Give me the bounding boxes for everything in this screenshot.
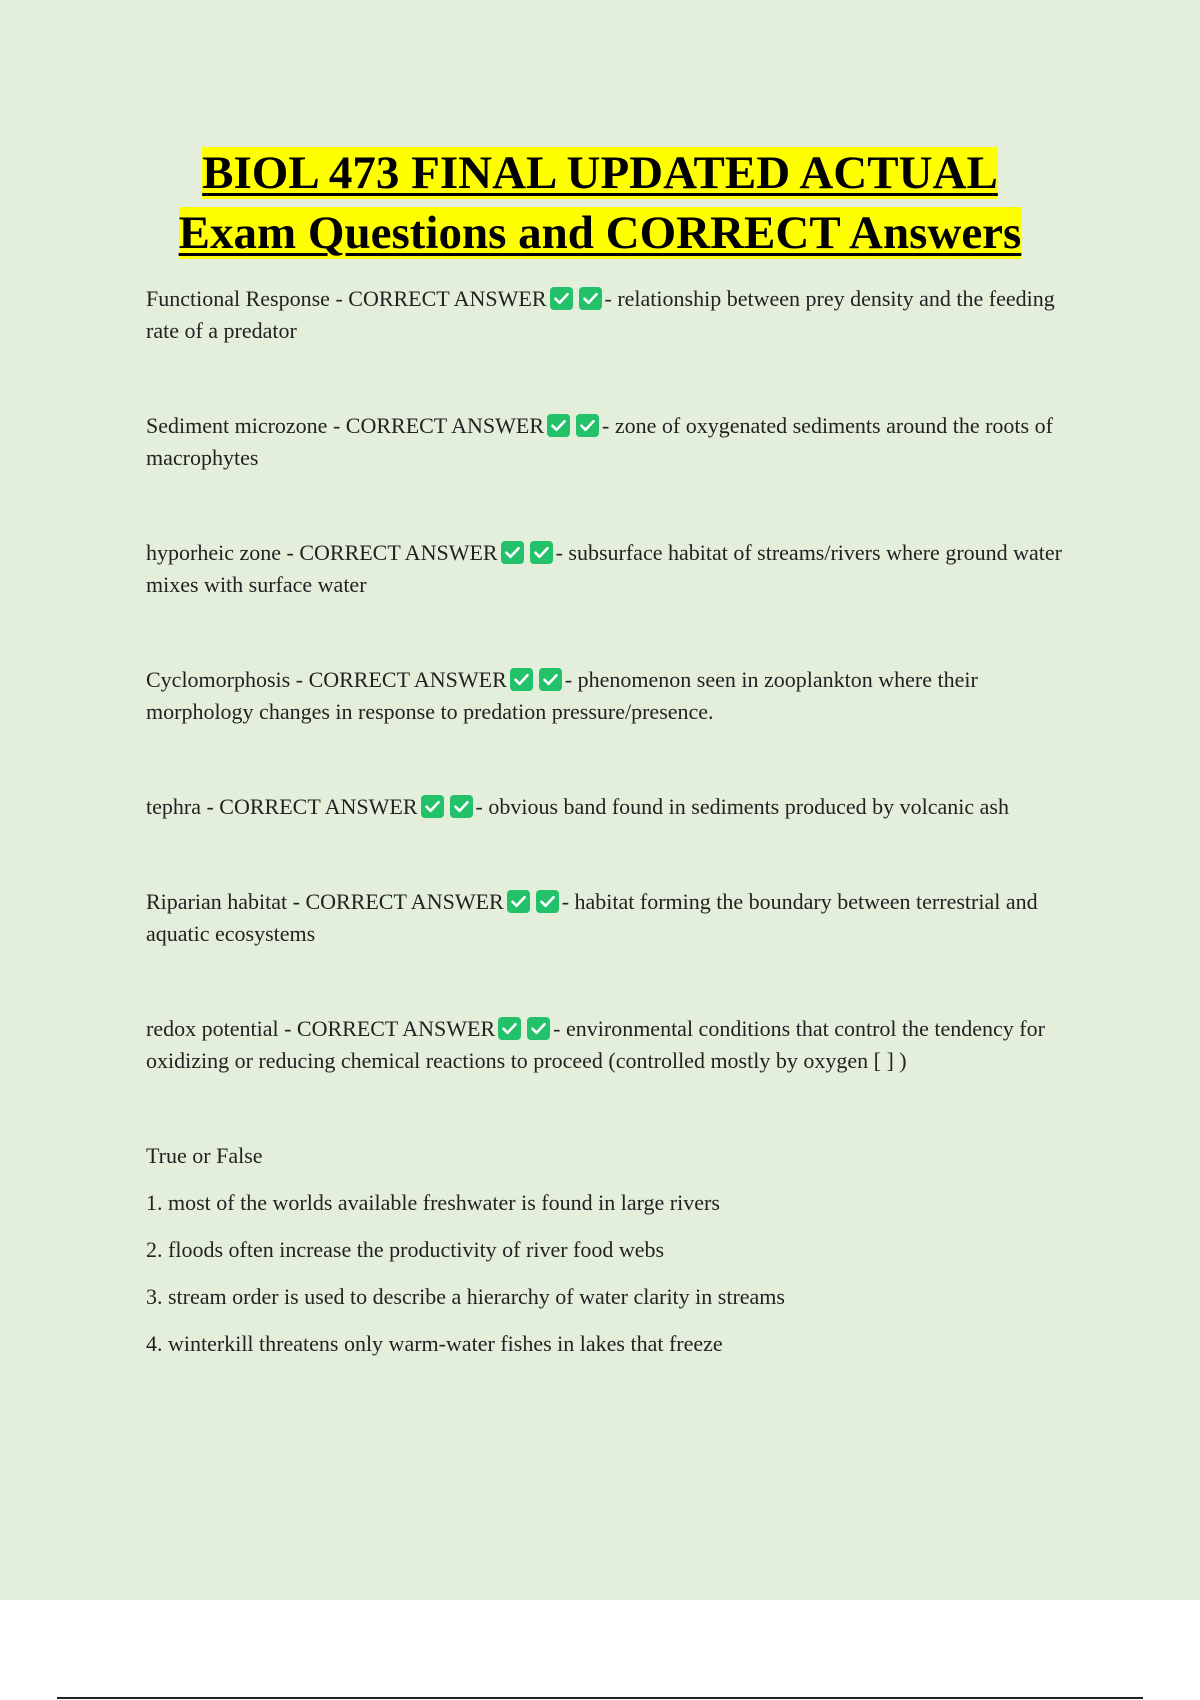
qa-item: redox potential - CORRECT ANSWER - environmental conditions that control the tendency for oxidizing or reducing chemical reactions to proceed (controlled mostly by oxygen [ ] ) (146, 1016, 1045, 1073)
check-mark-icon (507, 890, 530, 913)
check-mark-icon (498, 1017, 521, 1040)
true-false-item: 4. winterkill threatens only warm-water fishes in lakes that freeze (146, 1331, 723, 1356)
check-mark-icon (536, 890, 559, 913)
qa-term: redox potential (146, 1016, 279, 1041)
true-false-item: 2. floods often increase the productivity of river food webs (146, 1237, 665, 1262)
qa-item: Sediment microzone - CORRECT ANSWER - zone of oxygenated sediments around the roots of macrophytes (146, 413, 1053, 470)
qa-definition: phenomenon seen in zooplankton where their morphology changes in response to predation pressure/presence. (146, 667, 978, 724)
check-mark-icon (501, 541, 524, 564)
check-mark-icon (576, 414, 599, 437)
correct-answer-label: CORRECT ANSWER (308, 667, 507, 692)
true-false-list (146, 1187, 1086, 1360)
qa-definition: zone of oxygenated sediments around the roots of macrophytes (146, 413, 1053, 470)
qa-definition: obvious band found in sediments produced by volcanic ash (488, 794, 1009, 819)
true-false-section (146, 1140, 1086, 1360)
qa-item: tephra - CORRECT ANSWER - obvious band found in sediments produced by volcanic ash (146, 794, 1009, 819)
true-false-item: 1. most of the worlds available freshwater is found in large rivers (146, 1190, 720, 1215)
check-mark-icon (539, 668, 562, 691)
title-line-2: Exam Questions and CORRECT Answers (178, 207, 1022, 259)
qa-definition: environmental conditions that control the tendency for oxidizing or reducing chemical reactions to proceed (controlled mostly by oxygen [ ] ) (146, 1016, 1045, 1073)
qa-definition: relationship between prey density and the feeding rate of a predator (146, 286, 1055, 343)
check-mark-icon (579, 287, 602, 310)
correct-answer-label: CORRECT ANSWER (296, 1016, 496, 1041)
qa-term: Sediment microzone (146, 413, 328, 438)
check-mark-icon (550, 287, 573, 310)
qa-list (146, 283, 1086, 1077)
correct-answer-label: CORRECT ANSWER (305, 889, 504, 914)
correct-answer-label: CORRECT ANSWER (219, 794, 418, 819)
qa-item: Functional Response - CORRECT ANSWER - relationship between prey density and the feeding rate of a predator (146, 286, 1055, 343)
correct-answer-label: CORRECT ANSWER (348, 286, 547, 311)
true-false-item: 3. stream order is used to describe a hierarchy of water clarity in streams (146, 1284, 785, 1309)
qa-term: Riparian habitat (146, 889, 288, 914)
qa-item: Cyclomorphosis - CORRECT ANSWER - phenomenon seen in zooplankton where their morphology changes in response to predation pressure/presence. (146, 667, 978, 724)
qa-definition: habitat forming the boundary between terrestrial and aquatic ecosystems (146, 889, 1038, 946)
correct-answer-label: CORRECT ANSWER (299, 540, 498, 565)
true-false-heading: True or False (146, 1143, 263, 1168)
check-mark-icon (530, 541, 553, 564)
check-mark-icon (450, 795, 473, 818)
footer-divider (57, 1697, 1143, 1699)
check-mark-icon (510, 668, 533, 691)
document-body (146, 283, 1086, 1375)
qa-term: Functional Response (146, 286, 330, 311)
qa-term: Cyclomorphosis (146, 667, 291, 692)
qa-term: tephra (146, 794, 201, 819)
qa-item: hyporheic zone - CORRECT ANSWER - subsurface habitat of streams/rivers where ground water mixes with surface water (146, 540, 1062, 597)
check-mark-icon (421, 795, 444, 818)
correct-answer-label: CORRECT ANSWER (345, 413, 545, 438)
check-mark-icon (547, 414, 570, 437)
title-line-1: BIOL 473 FINAL UPDATED ACTUAL (202, 147, 998, 199)
qa-item: Riparian habitat - CORRECT ANSWER - habitat forming the boundary between terrestrial and aquatic ecosystems (146, 889, 1038, 946)
qa-definition: subsurface habitat of streams/rivers where ground water mixes with surface water (146, 540, 1062, 597)
document-title (0, 143, 1200, 263)
qa-term: hyporheic zone (146, 540, 281, 565)
check-mark-icon (527, 1017, 550, 1040)
